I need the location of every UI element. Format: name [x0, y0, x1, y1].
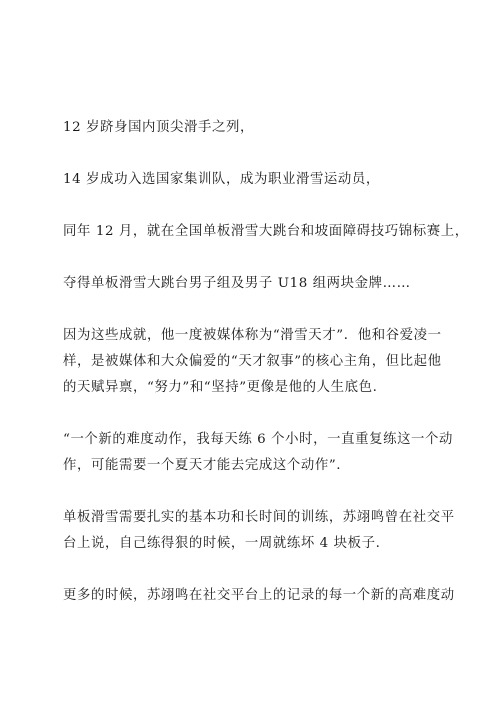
- paragraph-6-line-1: “一个新的难度动作，我每天练 6 个小时，一直重复练这一个动: [63, 432, 454, 447]
- paragraph-5-line-1: 因为这些成就，他一度被媒体称为“滑雪天才”．他和谷爱凌一: [63, 328, 442, 343]
- paragraph-1-line-1: 12 岁跻身国内顶尖滑手之列，: [63, 120, 254, 135]
- paragraph-7-line-1: 单板滑雪需要扎实的基本功和长时间的训练，苏翊鸣曾在社交平: [63, 510, 455, 525]
- paragraph-3-line-1: 同年 12 月，就在全国单板滑雪大跳台和坡面障碍技巧锦标赛上，: [63, 224, 469, 239]
- paragraph-8-line-1: 更多的时候，苏翊鸣在社交平台上的记录的每一个新的高难度动: [63, 588, 455, 603]
- paragraph-2-line-1: 14 岁成功入选国家集训队，成为职业滑雪运动员，: [63, 172, 380, 187]
- paragraph-6-line-2: 作，可能需要一个夏天才能去完成这个动作”.: [63, 458, 342, 473]
- paragraph-7-line-2: 台上说，自己练得狠的时候，一周就练坏 4 块板子.: [63, 536, 381, 551]
- paragraph-5-line-3: 的天赋异禀，“努力”和“坚持”更像是他的人生底色.: [63, 380, 378, 395]
- paragraph-4-line-1: 夺得单板滑雪大跳台男子组及男子 U18 组两块金牌……: [63, 276, 411, 291]
- paragraph-5-line-2: 样，是被媒体和大众偏爱的“天才叙事”的核心主角，但比起他: [63, 354, 442, 369]
